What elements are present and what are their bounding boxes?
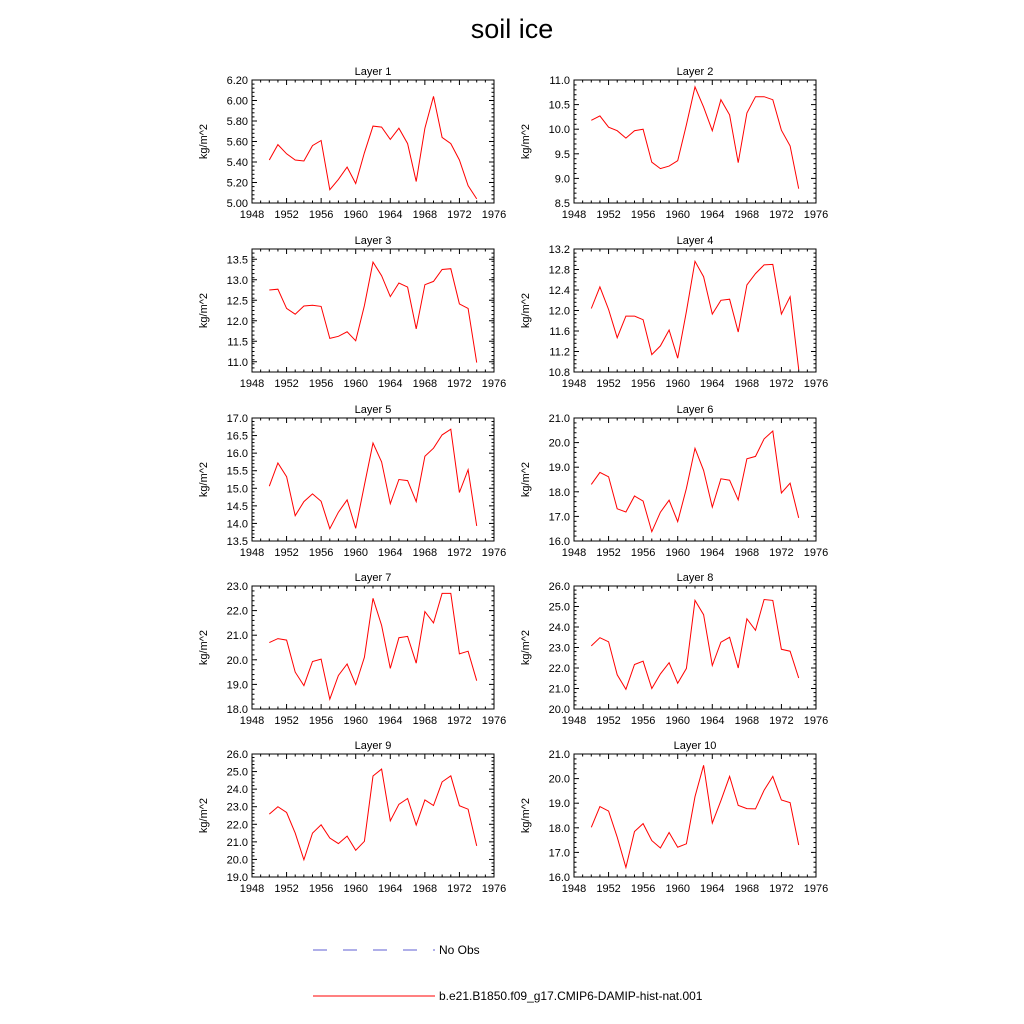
legend xyxy=(313,943,703,1003)
y-tick-label: 25.0 xyxy=(226,766,248,779)
panel-2 xyxy=(520,66,828,221)
y-axis-label: kg/m^2 xyxy=(520,123,532,160)
x-tick-label: 1956 xyxy=(308,715,334,727)
x-tick-label: 1968 xyxy=(734,209,760,221)
y-tick-label: 11.0 xyxy=(549,75,570,87)
x-tick-label: 1972 xyxy=(447,378,472,390)
y-tick-label: 17.0 xyxy=(548,847,570,860)
y-tick-label: 13.5 xyxy=(226,254,248,267)
y-tick-label: 20.0 xyxy=(226,654,248,667)
y-tick-label: 26.0 xyxy=(226,749,248,761)
x-tick-label: 1976 xyxy=(803,715,829,727)
panel-9 xyxy=(198,740,506,895)
x-tick-label: 1972 xyxy=(447,883,472,895)
x-tick-label: 1948 xyxy=(561,378,587,390)
x-tick-label: 1956 xyxy=(630,715,656,727)
panel-title: Layer 10 xyxy=(673,740,717,752)
x-tick-label: 1972 xyxy=(447,547,472,559)
panel-title: Layer 6 xyxy=(676,404,714,416)
x-tick-label: 1976 xyxy=(481,715,507,727)
x-tick-label: 1952 xyxy=(596,715,621,727)
x-tick-label: 1960 xyxy=(665,378,690,390)
series-line xyxy=(591,600,798,690)
x-tick-label: 1952 xyxy=(274,378,299,390)
y-tick-label: 5.20 xyxy=(226,177,248,190)
x-tick-label: 1952 xyxy=(596,547,621,559)
x-tick-label: 1956 xyxy=(308,547,334,559)
y-axis-label: kg/m^2 xyxy=(198,629,210,666)
y-axis-label: kg/m^2 xyxy=(520,461,532,498)
y-tick-label: 12.4 xyxy=(548,285,570,297)
x-tick-label: 1956 xyxy=(630,883,656,895)
x-tick-label: 1948 xyxy=(239,209,265,221)
plot-frame xyxy=(574,249,816,372)
panel-10 xyxy=(520,740,828,895)
x-tick-label: 1968 xyxy=(734,547,760,559)
y-tick-label: 17.0 xyxy=(548,511,570,524)
x-tick-label: 1972 xyxy=(447,209,472,221)
figure-title: soil ice xyxy=(470,14,554,44)
panel-1 xyxy=(198,66,506,221)
x-tick-label: 1952 xyxy=(596,209,621,221)
x-tick-label: 1960 xyxy=(665,883,690,895)
x-tick-label: 1968 xyxy=(734,883,760,895)
x-tick-label: 1952 xyxy=(274,209,299,221)
y-tick-label: 16.0 xyxy=(226,448,248,461)
panel-title: Layer 3 xyxy=(354,235,392,247)
y-tick-label: 11.5 xyxy=(227,336,248,349)
x-tick-label: 1960 xyxy=(343,378,368,390)
panel-title: Layer 2 xyxy=(676,66,714,78)
series-line xyxy=(591,431,798,532)
x-tick-label: 1948 xyxy=(561,547,587,559)
x-tick-label: 1964 xyxy=(700,883,725,895)
y-tick-label: 5.00 xyxy=(226,198,248,210)
x-tick-label: 1964 xyxy=(378,378,403,390)
x-tick-label: 1952 xyxy=(596,883,621,895)
y-tick-label: 17.0 xyxy=(226,413,248,425)
y-tick-label: 12.5 xyxy=(226,295,248,308)
x-tick-label: 1948 xyxy=(239,883,265,895)
y-tick-label: 18.0 xyxy=(548,822,570,835)
x-tick-label: 1964 xyxy=(378,883,403,895)
x-tick-label: 1968 xyxy=(412,547,438,559)
y-tick-label: 6.00 xyxy=(226,95,248,108)
x-tick-label: 1976 xyxy=(481,209,507,221)
y-tick-label: 21.0 xyxy=(226,630,248,643)
y-tick-label: 19.0 xyxy=(226,872,248,884)
x-tick-label: 1960 xyxy=(343,209,368,221)
x-tick-label: 1964 xyxy=(378,715,403,727)
x-tick-label: 1952 xyxy=(274,883,299,895)
x-tick-label: 1956 xyxy=(630,378,656,390)
x-tick-label: 1968 xyxy=(412,715,438,727)
x-tick-label: 1972 xyxy=(769,883,794,895)
legend-model-label: b.e21.B1850.f09_g17.CMIP6-DAMIP-hist-nat.001 xyxy=(439,989,703,1003)
y-tick-label: 18.0 xyxy=(548,486,570,499)
x-tick-label: 1968 xyxy=(734,715,760,727)
panel-4 xyxy=(520,235,828,390)
y-tick-label: 16.0 xyxy=(548,872,570,884)
y-tick-label: 12.0 xyxy=(226,315,248,328)
x-tick-label: 1964 xyxy=(700,715,725,727)
x-tick-label: 1976 xyxy=(803,547,829,559)
x-tick-label: 1972 xyxy=(447,715,472,727)
y-tick-label: 10.5 xyxy=(548,99,570,112)
y-tick-label: 9.5 xyxy=(554,148,570,161)
x-tick-label: 1960 xyxy=(343,547,368,559)
y-tick-label: 15.5 xyxy=(226,465,248,478)
y-tick-label: 25.0 xyxy=(548,601,570,614)
y-tick-label: 16.5 xyxy=(226,430,248,443)
y-tick-label: 15.0 xyxy=(226,483,248,496)
y-tick-label: 23.0 xyxy=(226,581,248,593)
y-tick-label: 20.0 xyxy=(548,437,570,450)
y-tick-label: 19.0 xyxy=(548,462,570,475)
y-axis-label: kg/m^2 xyxy=(198,797,210,834)
panel-title: Layer 9 xyxy=(354,740,392,752)
y-tick-label: 23.0 xyxy=(226,801,248,814)
panel-3 xyxy=(198,235,506,390)
y-tick-label: 14.5 xyxy=(226,500,248,513)
y-tick-label: 21.0 xyxy=(548,413,570,425)
plot-frame xyxy=(252,80,494,203)
panel-7 xyxy=(198,572,506,727)
y-tick-label: 22.0 xyxy=(548,663,570,675)
y-tick-label: 9.0 xyxy=(554,173,570,186)
x-tick-label: 1968 xyxy=(734,378,760,390)
y-tick-label: 20.0 xyxy=(548,773,570,786)
y-tick-label: 11.6 xyxy=(549,326,570,338)
y-tick-label: 26.0 xyxy=(548,581,570,593)
y-tick-label: 8.5 xyxy=(554,198,570,210)
series-line xyxy=(591,261,798,369)
x-tick-label: 1972 xyxy=(769,209,794,221)
y-tick-label: 19.0 xyxy=(548,798,570,811)
x-tick-label: 1960 xyxy=(343,715,368,727)
series-line xyxy=(269,96,476,198)
y-tick-label: 21.0 xyxy=(226,836,248,849)
x-tick-label: 1964 xyxy=(700,378,725,390)
y-axis-label: kg/m^2 xyxy=(198,123,210,160)
y-tick-label: 23.0 xyxy=(548,642,570,655)
x-tick-label: 1948 xyxy=(561,715,587,727)
panel-title: Layer 8 xyxy=(676,572,714,584)
y-tick-label: 19.0 xyxy=(226,679,248,692)
x-tick-label: 1952 xyxy=(274,715,299,727)
x-tick-label: 1960 xyxy=(665,715,690,727)
x-tick-label: 1976 xyxy=(481,883,507,895)
x-tick-label: 1948 xyxy=(239,715,265,727)
y-axis-label: kg/m^2 xyxy=(520,797,532,834)
x-tick-label: 1972 xyxy=(769,378,794,390)
y-tick-label: 13.0 xyxy=(226,274,248,287)
series-line xyxy=(591,87,798,189)
x-tick-label: 1976 xyxy=(803,209,829,221)
x-tick-label: 1956 xyxy=(308,883,334,895)
y-tick-label: 21.0 xyxy=(548,683,570,696)
y-tick-label: 24.0 xyxy=(548,622,570,634)
x-tick-label: 1948 xyxy=(239,378,265,390)
plot-frame xyxy=(574,80,816,203)
x-tick-label: 1948 xyxy=(561,883,587,895)
series-line xyxy=(269,593,476,699)
x-tick-label: 1956 xyxy=(630,547,656,559)
x-tick-label: 1960 xyxy=(665,547,690,559)
x-tick-label: 1968 xyxy=(412,883,438,895)
x-tick-label: 1976 xyxy=(481,547,507,559)
x-tick-label: 1964 xyxy=(700,547,725,559)
y-tick-label: 12.0 xyxy=(548,305,570,318)
y-tick-label: 20.0 xyxy=(548,704,570,716)
y-tick-label: 16.0 xyxy=(548,536,570,548)
x-tick-label: 1964 xyxy=(378,209,403,221)
x-tick-label: 1956 xyxy=(308,209,334,221)
legend-no-obs-label: No Obs xyxy=(439,943,480,957)
y-axis-label: kg/m^2 xyxy=(520,629,532,666)
series-line xyxy=(269,769,476,860)
x-tick-label: 1972 xyxy=(769,547,794,559)
y-tick-label: 20.0 xyxy=(226,854,248,867)
x-tick-label: 1968 xyxy=(412,209,438,221)
series-line xyxy=(269,429,476,529)
y-axis-label: kg/m^2 xyxy=(520,292,532,329)
y-axis-label: kg/m^2 xyxy=(198,461,210,498)
x-tick-label: 1976 xyxy=(803,883,829,895)
x-tick-label: 1956 xyxy=(630,209,656,221)
x-tick-label: 1960 xyxy=(665,209,690,221)
x-tick-label: 1952 xyxy=(596,378,621,390)
x-tick-label: 1948 xyxy=(239,547,265,559)
series-line xyxy=(269,262,476,363)
y-tick-label: 6.20 xyxy=(226,75,248,87)
y-tick-label: 21.0 xyxy=(548,749,570,761)
y-tick-label: 10.8 xyxy=(548,367,570,379)
y-tick-label: 13.5 xyxy=(226,536,248,548)
x-tick-label: 1948 xyxy=(561,209,587,221)
x-tick-label: 1968 xyxy=(412,378,438,390)
y-tick-label: 11.0 xyxy=(227,356,248,369)
panel-title: Layer 5 xyxy=(354,404,392,416)
x-tick-label: 1972 xyxy=(769,715,794,727)
y-tick-label: 11.2 xyxy=(549,346,570,359)
y-tick-label: 22.0 xyxy=(226,605,248,618)
y-axis-label: kg/m^2 xyxy=(198,292,210,329)
y-tick-label: 22.0 xyxy=(226,819,248,832)
y-tick-label: 5.60 xyxy=(226,136,248,149)
panel-6 xyxy=(520,404,828,559)
x-tick-label: 1964 xyxy=(378,547,403,559)
x-tick-label: 1976 xyxy=(481,378,507,390)
panel-title: Layer 4 xyxy=(676,235,714,247)
y-tick-label: 13.2 xyxy=(548,244,570,256)
panel-title: Layer 7 xyxy=(354,572,392,584)
plot-frame xyxy=(252,249,494,372)
panel-8 xyxy=(520,572,828,727)
x-tick-label: 1956 xyxy=(308,378,334,390)
panel-5 xyxy=(198,404,506,559)
x-tick-label: 1976 xyxy=(803,378,829,390)
x-tick-label: 1960 xyxy=(343,883,368,895)
y-tick-label: 5.40 xyxy=(226,157,248,169)
y-tick-label: 18.0 xyxy=(226,704,248,716)
series-line xyxy=(591,765,798,867)
y-tick-label: 12.8 xyxy=(548,264,570,277)
y-tick-label: 24.0 xyxy=(226,784,248,797)
y-tick-label: 5.80 xyxy=(226,116,248,128)
chart-panels xyxy=(198,66,828,895)
y-tick-label: 10.0 xyxy=(548,124,570,137)
x-tick-label: 1952 xyxy=(274,547,299,559)
panel-title: Layer 1 xyxy=(354,66,392,78)
x-tick-label: 1964 xyxy=(700,209,725,221)
y-tick-label: 14.0 xyxy=(226,518,248,531)
